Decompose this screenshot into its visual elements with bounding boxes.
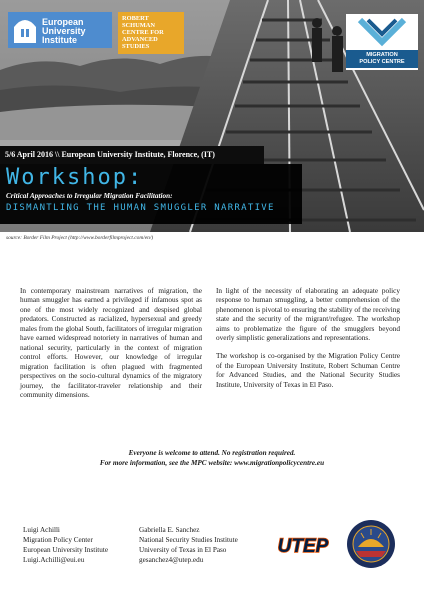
contact-sanchez [139,525,238,565]
mpc-logo-text: MIGRATION POLICY CENTRE [346,50,418,68]
organisers-paragraph: The workshop is co-organised by the Migration Policy Centre of the European University Institute, Robert Schuman Centre for Advanced Studies, and the National Security Studies Institute, University of Texas in El Paso. [216,352,400,389]
attendance-line: Everyone is welcome to attend. No registration required. [128,449,296,457]
mpc-chevron-icon [346,14,418,50]
eui-building-icon [12,15,38,45]
attendance-notice [0,448,424,468]
contact-name: Gabriella E. Sanchez [139,526,200,534]
body-column-right [216,287,400,399]
intro-paragraph: In contemporary mainstream narratives of migration, the human smuggler has earned a privileged if infamous spot as one of the most widely recognized and despised global predators. Constructed as racialized, hypersexual and greedy males from the global South, facilitators of irregular migration have earned widespread notoriety in narratives of human and national security, particularly in the context of migration control efforts. However, our knowledge of irregular migration facilitation is often plagued with fragmented perspectives on the socio-cultural dynamics of the migratory journey, the facilitator-traveler relationship and their community dimensions. [20,287,202,399]
contact-email[interactable]: Luigi.Achilli@eui.eu [23,556,85,564]
nssi-seal-logo [346,519,396,569]
contact-institution: University of Texas in El Paso [139,546,227,554]
rscas-logo: ROBERT SCHUMAN CENTRE FOR ADVANCED STUDIES [118,12,184,54]
contact-email[interactable]: gesanchez4@utep.edu [139,556,204,564]
hero-photo [0,0,424,232]
eui-logo-text: European University Institute [42,17,86,45]
utep-logo [276,529,330,559]
mpc-logo [346,14,418,70]
body-column-left [20,287,202,409]
website-line[interactable]: For more information, see the MPC website: www.migrationpolicycentre.eu [99,459,325,467]
policy-paragraph: In light of the necessity of elaborating an adequate policy response to human smuggling, a better comprehension of the phenomenon is pivotal to ensuring the stability of the receiving state and the security of the migrant/refugee. The workshop aims to problematize the figure of the smugglers beyond overly simplistic generalizations and representations. [216,287,400,343]
title-banner [0,164,302,224]
svg-text:UTEP: UTEP [277,536,329,557]
contact-institution: European University Institute [23,546,109,554]
contact-org: National Security Studies Institute [139,536,238,544]
workshop-subtitle: Critical Approaches to Irregular Migration Facilitation: [6,192,173,200]
contact-achilli [23,525,108,565]
event-dateline: 5/6 April 2016 \\ European University Institute, Florence, (IT) [0,146,264,164]
workshop-title: Workshop: [6,165,144,190]
workshop-theme: DISMANTLING THE HUMAN SMUGGLER NARRATIVE [6,203,275,213]
contact-org: Migration Policy Center [23,536,93,544]
photo-source-credit: source: Border Film Project (http://www.borderfilmproject.com/en/) [6,235,154,241]
eui-logo [8,12,112,48]
contact-name: Luigi Achilli [23,526,60,534]
